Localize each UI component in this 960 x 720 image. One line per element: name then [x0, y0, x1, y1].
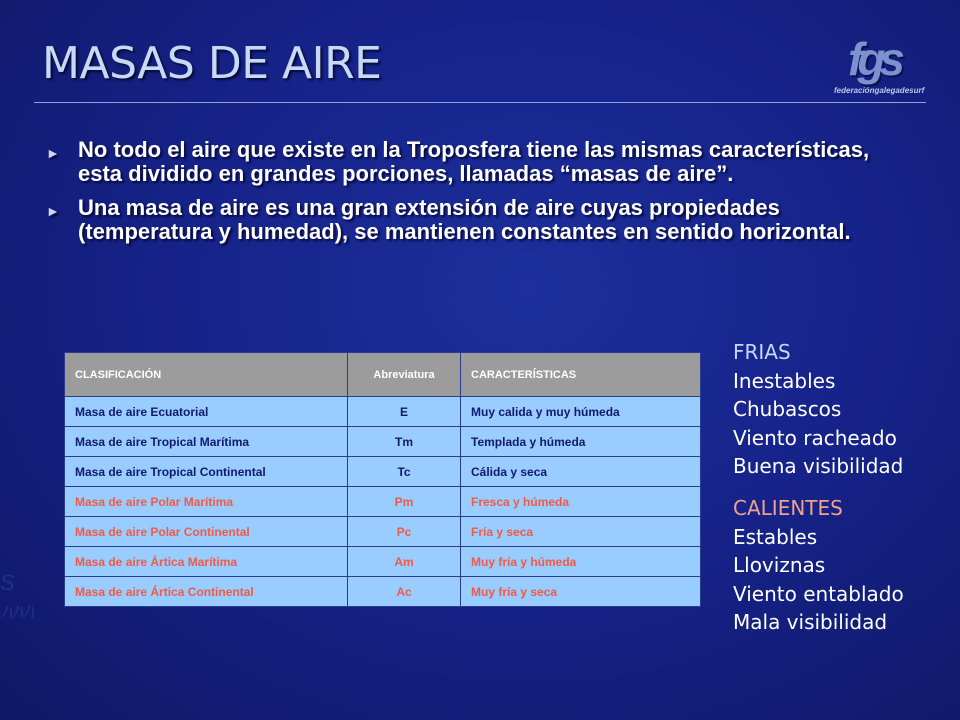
cell-clasificacion: Masa de aire Ecuatorial [65, 397, 348, 427]
list-item: Buena visibilidad [733, 454, 904, 478]
table-row [65, 547, 701, 577]
cell-caracteristicas: Muy fría y seca [461, 577, 701, 607]
cell-caracteristicas: Muy fría y húmeda [461, 547, 701, 577]
bullet-item [46, 138, 896, 186]
cell-clasificacion: Masa de aire Tropical Marítima [65, 427, 348, 457]
header-clasificacion: CLASIFICACIÓN [65, 353, 348, 397]
bullet-arrow-icon: ► [46, 145, 60, 161]
title-divider [34, 102, 926, 103]
list-item: Lloviznas [733, 553, 826, 577]
cell-abreviatura: E [348, 397, 461, 427]
calientes-heading: CALIENTES [733, 496, 843, 520]
cell-caracteristicas: Cálida y seca [461, 457, 701, 487]
bullet-item [46, 196, 896, 244]
frias-heading: FRIAS [733, 340, 791, 364]
slide-title: MASAS DE AIRE [42, 38, 382, 89]
table-row [65, 427, 701, 457]
list-item: Viento entablado [733, 581, 904, 606]
table-row [65, 577, 701, 607]
table-row [65, 517, 701, 547]
cell-caracteristicas: Templada y húmeda [461, 427, 701, 457]
fgs-logo [832, 32, 926, 98]
cell-abreviatura: Pc [348, 517, 461, 547]
cell-clasificacion: Masa de aire Ártica Continental [65, 577, 348, 607]
cell-abreviatura: Tc [348, 457, 461, 487]
bullet-arrow-icon: ► [46, 203, 60, 219]
bullet-list [46, 138, 896, 254]
cell-abreviatura: Pm [348, 487, 461, 517]
cell-clasificacion: Masa de aire Polar Marítima [65, 487, 348, 517]
logo-mark: fgs [848, 33, 899, 85]
cell-caracteristicas: Fresca y húmeda [461, 487, 701, 517]
table-row [65, 457, 701, 487]
calientes-list [733, 494, 943, 637]
frias-list [733, 338, 943, 481]
list-item: Estables [733, 524, 818, 549]
logo-text: federacióngalegadesurf [834, 86, 925, 95]
list-item: Chubascos [733, 397, 842, 421]
list-item: Inestables [733, 368, 836, 393]
header-caracteristicas: CARACTERÍSTICAS [461, 353, 701, 397]
cell-abreviatura: Am [348, 547, 461, 577]
cell-abreviatura: Tm [348, 427, 461, 457]
list-item: Mala visibilidad [733, 610, 888, 634]
header-abreviatura: Abreviatura [348, 353, 461, 397]
background-decoration: S ﾊﾊﾊ [0, 570, 34, 625]
air-masses-table [64, 352, 701, 607]
cell-clasificacion: Masa de aire Ártica Marítima [65, 547, 348, 577]
cell-clasificacion: Masa de aire Polar Continental [65, 517, 348, 547]
bullet-text: No todo el aire que existe en la Troposfera tiene las mismas características, esta dividido en grandes porciones, llamadas “masas de aire”. [78, 137, 870, 186]
cell-caracteristicas: Fría y seca [461, 517, 701, 547]
cell-clasificacion: Masa de aire Tropical Continental [65, 457, 348, 487]
bullet-text: Una masa de aire es una gran extensión de aire cuyas propiedades (temperatura y humedad), se mantienen constantes en sentido horizontal. [78, 195, 851, 244]
table-header-row [65, 353, 701, 397]
table-row [65, 397, 701, 427]
list-item: Viento racheado [733, 425, 897, 450]
cell-abreviatura: Ac [348, 577, 461, 607]
cell-caracteristicas: Muy calida y muy húmeda [461, 397, 701, 427]
table-row [65, 487, 701, 517]
